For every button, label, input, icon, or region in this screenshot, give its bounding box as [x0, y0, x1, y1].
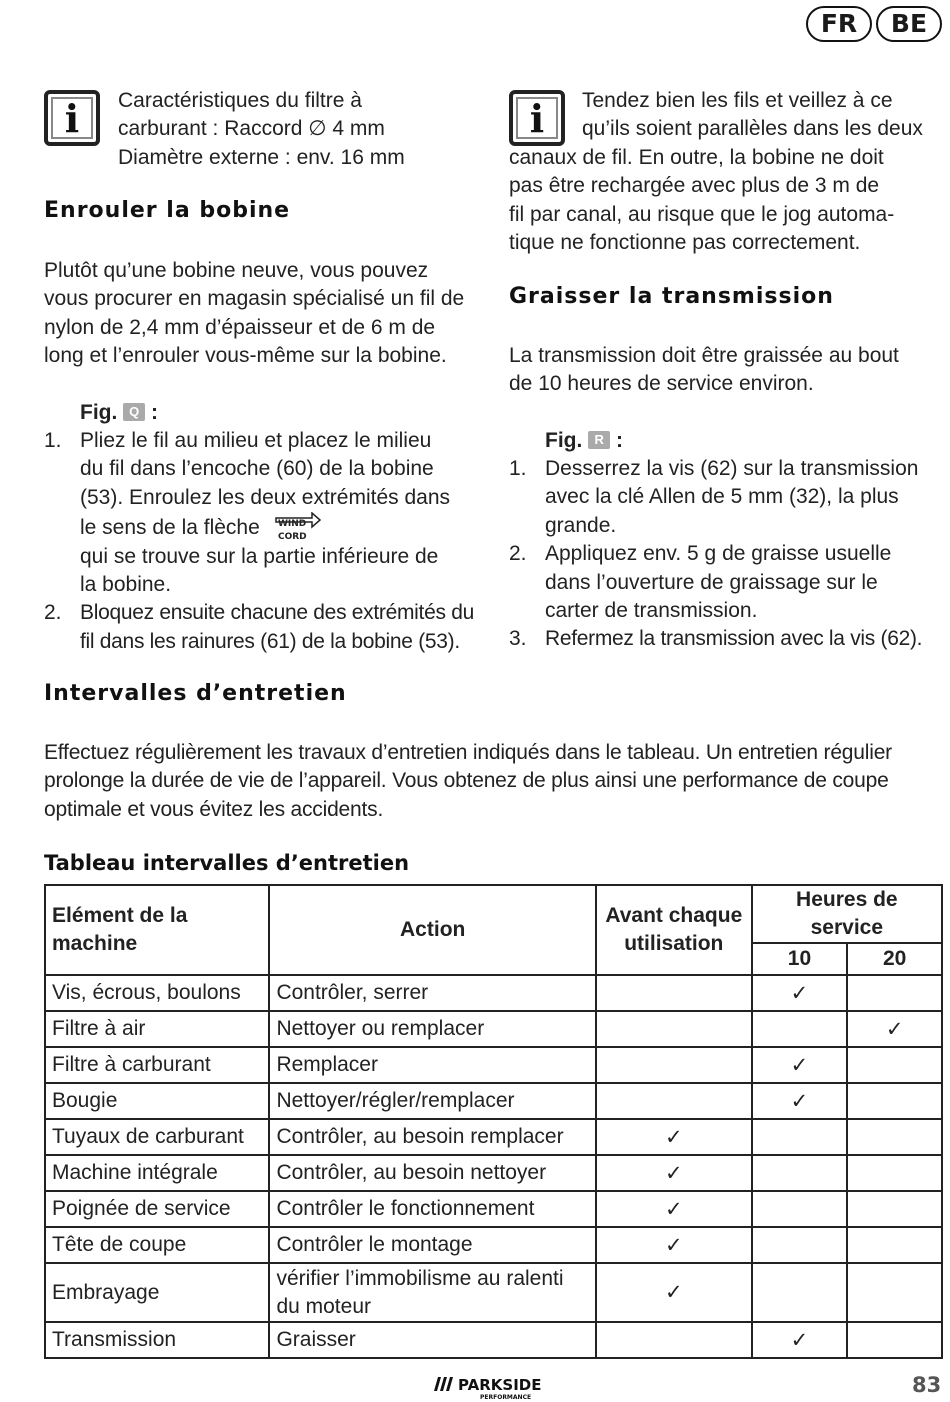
note-line: qu’ils soient parallèles dans les deux: [582, 117, 923, 141]
step-line: du fil dans l’encoche (60) de la bobine: [80, 457, 434, 481]
wind-cord-arrow-icon: [274, 512, 322, 542]
checkmark-icon: ✓: [664, 1125, 683, 1149]
checkmark-icon: ✓: [664, 1197, 683, 1221]
paragraph-line: optimale et vous évitez les accidents.: [44, 797, 384, 821]
cell-before: [596, 1263, 752, 1322]
wire-note-rest: [509, 144, 894, 258]
table-row: [45, 1119, 942, 1155]
table-row: [45, 1191, 942, 1227]
list-item: [44, 599, 484, 656]
fig-letter-badge: R: [588, 431, 610, 449]
fig-label: Fig.: [80, 401, 118, 424]
cell-h20: [847, 1322, 942, 1358]
note-line: Caractéristiques du filtre à: [118, 89, 362, 112]
grease-steps: [509, 455, 945, 654]
cell-element: Machine intégrale: [45, 1155, 269, 1191]
cell-action: Contrôler, au besoin nettoyer: [269, 1155, 596, 1191]
cell-h20: [847, 1155, 942, 1191]
column-header-before-use: Avant chaque utilisation: [596, 885, 752, 975]
step-line: Bloquez ensuite chacune des extrémités du: [80, 601, 474, 625]
cell-h20: [847, 1227, 942, 1263]
info-icon: i: [44, 90, 100, 146]
table-header-row: [45, 885, 942, 943]
cell-before: [596, 1227, 752, 1263]
fig-q-label: [80, 399, 158, 427]
cell-element: Filtre à carburant: [45, 1047, 269, 1083]
cell-action: Contrôler le montage: [269, 1227, 596, 1263]
cord-label: CORD: [277, 532, 307, 543]
cell-before: [596, 1191, 752, 1227]
cell-before: [596, 975, 752, 1011]
column-header-element: Elément de la machine: [45, 885, 269, 975]
column-header-10h: 10: [752, 943, 848, 975]
table-row: [45, 1011, 942, 1047]
column-header-hours: Heures de service: [752, 885, 942, 943]
spool-paragraph: [44, 257, 464, 371]
paragraph-line: nylon de 2,4 mm d’épaisseur et de 6 m de: [44, 315, 436, 339]
cell-h20: [847, 1191, 942, 1227]
table-row: [45, 1322, 942, 1358]
fig-colon: :: [151, 401, 159, 424]
cell-h20: [847, 1083, 942, 1119]
cell-action: vérifier l’immobilisme au ralenti du moteur: [269, 1263, 596, 1322]
cell-element: Vis, écrous, boulons: [45, 975, 269, 1011]
cell-before: [596, 1011, 752, 1047]
table-row: [45, 1047, 942, 1083]
language-badge-be: BE: [876, 6, 942, 42]
cell-h10: [752, 1047, 848, 1083]
cell-h10: [752, 1083, 848, 1119]
heading-intervalles-entretien: Intervalles d’entretien: [44, 681, 347, 706]
cell-element: Transmission: [45, 1322, 269, 1358]
cell-action: Remplacer: [269, 1047, 596, 1083]
cell-action: Nettoyer/régler/remplacer: [269, 1083, 596, 1119]
cell-h10: [752, 1227, 848, 1263]
cell-element: Tuyaux de carburant: [45, 1119, 269, 1155]
cell-h20: [847, 1011, 942, 1047]
cell-before: [596, 1047, 752, 1083]
table-row: [45, 1155, 942, 1191]
cell-h20: [847, 1047, 942, 1083]
info-icon: i: [509, 90, 565, 146]
checkmark-icon: ✓: [664, 1281, 683, 1304]
paragraph-line: long et l’enrouler vous-même sur la bobine.: [44, 344, 447, 368]
column-header-action: Action: [269, 885, 596, 975]
parkside-logo-icon: [432, 1372, 562, 1400]
cell-h10: [752, 1191, 848, 1227]
note-line: Diamètre externe : env. 16 mm: [118, 145, 405, 169]
heading-enrouler-bobine: Enrouler la bobine: [44, 198, 291, 223]
cell-h10: [752, 1263, 848, 1322]
maintenance-paragraph: [44, 739, 892, 824]
brand-name: PARKSIDE: [458, 1376, 542, 1394]
checkmark-icon: ✓: [664, 1233, 683, 1257]
cell-action: Contrôler, serrer: [269, 975, 596, 1011]
cell-h10: [752, 1155, 848, 1191]
heading-graisser-transmission: Graisser la transmission: [509, 284, 834, 309]
step-number: 1.: [44, 429, 62, 452]
cell-element: Embrayage: [45, 1263, 269, 1322]
fig-r-label: [545, 427, 623, 455]
fig-colon: :: [616, 429, 624, 452]
brand-sub: PERFORMANCE: [480, 1394, 532, 1400]
step-line: Appliquez env. 5 g de graisse usuelle: [545, 542, 892, 566]
table-row: [45, 1263, 942, 1322]
fuel-filter-note: [118, 87, 405, 172]
step-number: 1.: [509, 457, 527, 480]
grease-paragraph: [509, 342, 899, 399]
paragraph-line: Effectuez régulièrement les travaux d’entretien indiqués dans le tableau. Un entretien régulier: [44, 741, 892, 764]
parkside-logo: [432, 1372, 562, 1402]
step-line: Refermez la transmission avec la vis (62).: [545, 627, 923, 651]
note-line: tique ne fonctionne pas correctement.: [509, 231, 861, 255]
list-item: [509, 455, 945, 540]
list-item: [44, 427, 484, 599]
cell-h20: [847, 1119, 942, 1155]
step-line: le sens de la flèche: [80, 516, 260, 540]
cell-action: Graisser: [269, 1322, 596, 1358]
step-line: qui se trouve sur la partie inférieure de: [80, 544, 439, 568]
cell-h10: [752, 1119, 848, 1155]
note-line: canaux de fil. En outre, la bobine ne doit: [509, 146, 884, 169]
checkmark-icon: ✓: [790, 1053, 809, 1077]
cell-before: [596, 1322, 752, 1358]
checkmark-icon: ✓: [790, 1089, 809, 1113]
step-line: Pliez le fil au milieu et placez le milieu: [80, 429, 432, 452]
step-number: 2.: [44, 601, 62, 625]
cell-element: Poignée de service: [45, 1191, 269, 1227]
note-line: fil par canal, au risque que le jog automa-: [509, 202, 895, 226]
cell-before: [596, 1119, 752, 1155]
wind-label: WIND: [277, 519, 306, 530]
language-badge-fr: FR: [806, 6, 872, 42]
cell-action: Contrôler le fonctionnement: [269, 1191, 596, 1227]
note-line: carburant : Raccord ∅ 4 mm: [118, 117, 385, 141]
step-line: grande.: [545, 513, 617, 537]
cell-element: Tête de coupe: [45, 1227, 269, 1263]
maintenance-table: [44, 884, 943, 1359]
paragraph-line: vous procurer en magasin spécialisé un fil de: [44, 287, 465, 311]
note-line: pas être rechargée avec plus de 3 m de: [509, 174, 880, 198]
step-line: Desserrez la vis (62) sur la transmission: [545, 457, 919, 480]
cell-element: Filtre à air: [45, 1011, 269, 1047]
checkmark-icon: ✓: [885, 1017, 904, 1041]
spool-steps: [44, 427, 484, 656]
column-header-20h: 20: [847, 943, 942, 975]
step-line: la bobine.: [80, 573, 172, 597]
step-number: 3.: [509, 627, 527, 651]
cell-action: Nettoyer ou remplacer: [269, 1011, 596, 1047]
list-item: [509, 625, 945, 653]
cell-before: [596, 1083, 752, 1119]
step-line: avec la clé Allen de 5 mm (32), la plus: [545, 485, 899, 509]
cell-element: Bougie: [45, 1083, 269, 1119]
list-item: [509, 540, 945, 625]
paragraph-line: de 10 heures de service environ.: [509, 372, 814, 396]
table-row: [45, 975, 942, 1011]
cell-h10: [752, 975, 848, 1011]
cell-h10: [752, 1011, 848, 1047]
table-title: Tableau intervalles d’entretien: [44, 851, 410, 875]
checkmark-icon: ✓: [664, 1161, 683, 1185]
cell-h10: [752, 1322, 848, 1358]
step-line: dans l’ouverture de graissage sur le: [545, 570, 878, 594]
page-number: 83: [912, 1373, 942, 1397]
cell-before: [596, 1155, 752, 1191]
fig-letter-badge: Q: [123, 403, 145, 421]
step-line: fil dans les rainures (61) de la bobine (53).: [80, 629, 460, 653]
checkmark-icon: ✓: [790, 1328, 809, 1352]
paragraph-line: La transmission doit être graissée au bout: [509, 344, 899, 367]
step-line: (53). Enroulez les deux extrémités dans: [80, 485, 451, 509]
table-row: [45, 1083, 942, 1119]
cell-h20: [847, 975, 942, 1011]
wire-note-first: [582, 87, 923, 144]
note-line: Tendez bien les fils et veillez à ce: [582, 89, 893, 112]
step-line: carter de transmission.: [545, 599, 758, 623]
cell-action: Contrôler, au besoin remplacer: [269, 1119, 596, 1155]
cell-h20: [847, 1263, 942, 1322]
paragraph-line: prolonge la durée de vie de l’appareil. Vous obtenez de plus ainsi une performance de coupe: [44, 769, 889, 793]
table-row: [45, 1227, 942, 1263]
checkmark-icon: ✓: [790, 981, 809, 1005]
paragraph-line: Plutôt qu’une bobine neuve, vous pouvez: [44, 259, 429, 282]
fig-label: Fig.: [545, 429, 583, 452]
step-number: 2.: [509, 542, 527, 566]
